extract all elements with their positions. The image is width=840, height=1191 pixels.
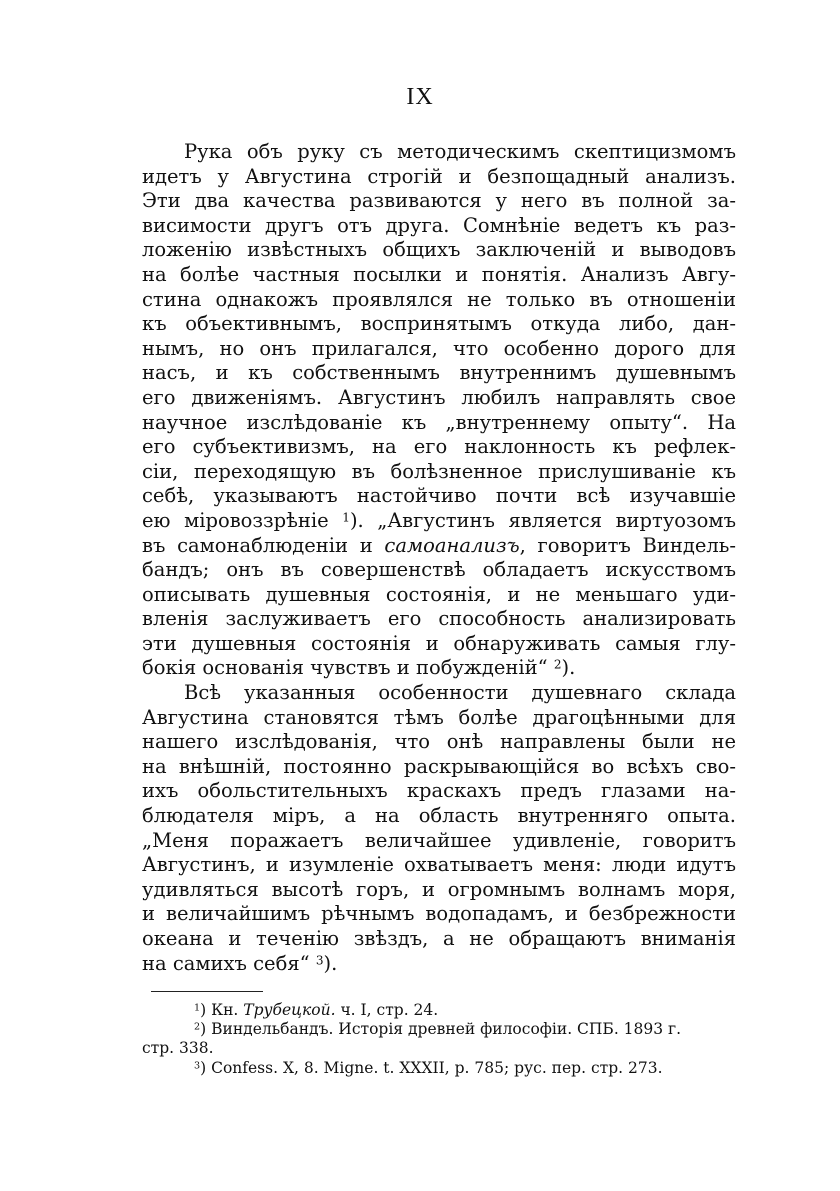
italic-term: самоанализъ [384,533,520,557]
text-line: вленія заслуживаетъ его способность анализировать [142,607,736,631]
footnote-divider [151,991,263,992]
footnote-text: Кн. [211,1001,239,1019]
text-line: къ объективнымъ, воспринятымъ откуда либо, дан- [142,312,736,336]
footnote-1: $^1$) Кн. Трубецкой. ч. I, стр. 24. [194,1001,439,1019]
footnote-number: 1 [194,1002,201,1014]
text-line: его субъективизмъ, на его наклонность къ рефлек- [142,435,736,459]
text-run: въ самонаблюденіи и [142,533,373,557]
text-line: ихъ обольстительныхъ краскахъ предъ глазами на- [142,779,736,803]
text-line [142,534,736,559]
footnote-3: $^3$) Confess. X, 8. Migne. t. XXXII, p. 785; рус. пер. стр. 273. [194,1058,663,1077]
footnote-author: Трубецкой. [243,1001,336,1019]
text-line: насъ, и къ собственнымъ внутреннимъ душевнымъ [142,361,736,385]
footnote-mark-3: 3 [315,953,324,968]
text-line: его движеніямъ. Августинъ любилъ направлять свое [142,385,736,409]
text-line: „Меня поражаетъ величайшее удивленіе, говоритъ [142,828,736,852]
text-line: на внѣшній, постоянно раскрывающійся во всѣхъ сво- [142,754,736,778]
text-line: описывать душевныя состоянія, и не меньшаго уди- [142,582,736,606]
footnote-2-continuation: стр. 338. [142,1039,214,1058]
footnote-text: Виндельбандъ. Исторія древней философіи. СПБ. 1893 г. [211,1020,682,1039]
text-line [142,656,736,681]
text-line: и величайшимъ рѣчнымъ водопадамъ, и безбрежности [142,902,736,926]
text-line: сіи, переходящую въ болѣзненное прислушиваніе къ [142,459,736,483]
text-run: ). „Августинъ является виртуозомъ [349,508,736,532]
main-text [142,140,736,976]
text-line: научное изслѣдованіе къ „внутреннему опыту“. На [142,410,736,434]
footnote-number: 2 [194,1021,201,1033]
footnote-text: ч. I, стр. 24. [340,1001,439,1019]
text-run: ). [323,951,338,975]
text-line: океана и теченію звѣздъ, а не обращаютъ вниманія [142,927,736,950]
text-line: эти душевныя состоянія и обнаруживать самыя глу- [142,631,736,655]
text-line: Рука объ руку съ методическимъ скептицизмомъ [184,140,736,163]
text-line: себѣ, указываютъ настойчиво почти всѣ изучавшіе [142,484,736,508]
text-line: нашего изслѣдованія, что онѣ направлены были не [142,730,736,754]
footnotes [142,1001,736,1078]
text-run: бокія основанія чувствъ и побужденій“ [142,656,548,680]
footnote-text: Confess. X, 8. Migne. t. XXXII, p. 785; рус. пер. стр. 273. [211,1058,663,1077]
text-line: Всѣ указанныя особенности душевнаго склада [184,681,736,705]
text-line: стина однакожъ проявлялся не только въ отношеніи [142,287,736,311]
text-run: ею міровоззрѣніе [142,508,329,532]
text-line [142,509,736,534]
footnote-number: 3 [194,1060,201,1072]
text-line: нымъ, но онъ прилагался, что особенно дорого для [142,336,736,360]
text-line: идетъ у Августина строгій и безпощадный анализъ. [142,164,736,188]
text-line: на болѣе частныя посылки и понятія. Анализъ Авгу- [142,262,736,286]
text-line: ложенію извѣстныхъ общихъ заключеній и выводовъ [142,238,736,262]
text-line: бандъ; онъ въ совершенствѣ обладаетъ искусствомъ [142,558,736,582]
text-line: блюдателя міръ, а на область внутренняго опыта. [142,804,736,828]
footnote-mark-1: 1 [342,510,350,525]
footnote-mark-2: 2 [553,658,562,673]
footnote-2: $^2$) Виндельбандъ. Исторія древней философіи. СПБ. 1893 г. [194,1020,682,1039]
text-line: Эти два качества развиваются у него въ полной за- [142,189,736,213]
text-line: Августинъ, и изумленіе охватываетъ меня: люди идутъ [142,853,736,877]
text-run: , говоритъ Виндель- [519,533,736,557]
text-line: Августина становятся тѣмъ болѣе драгоцѣнными для [142,705,736,729]
text-line [142,952,736,977]
text-line: висимости другъ отъ друга. Сомнѣніе ведетъ къ раз- [142,213,736,237]
text-run: ). [561,656,576,680]
page-number: IX [406,84,434,110]
text-line: удивляться высотѣ горъ, и огромнымъ волнамъ моря, [142,877,736,901]
text-run: на самихъ себя“ [142,951,310,975]
